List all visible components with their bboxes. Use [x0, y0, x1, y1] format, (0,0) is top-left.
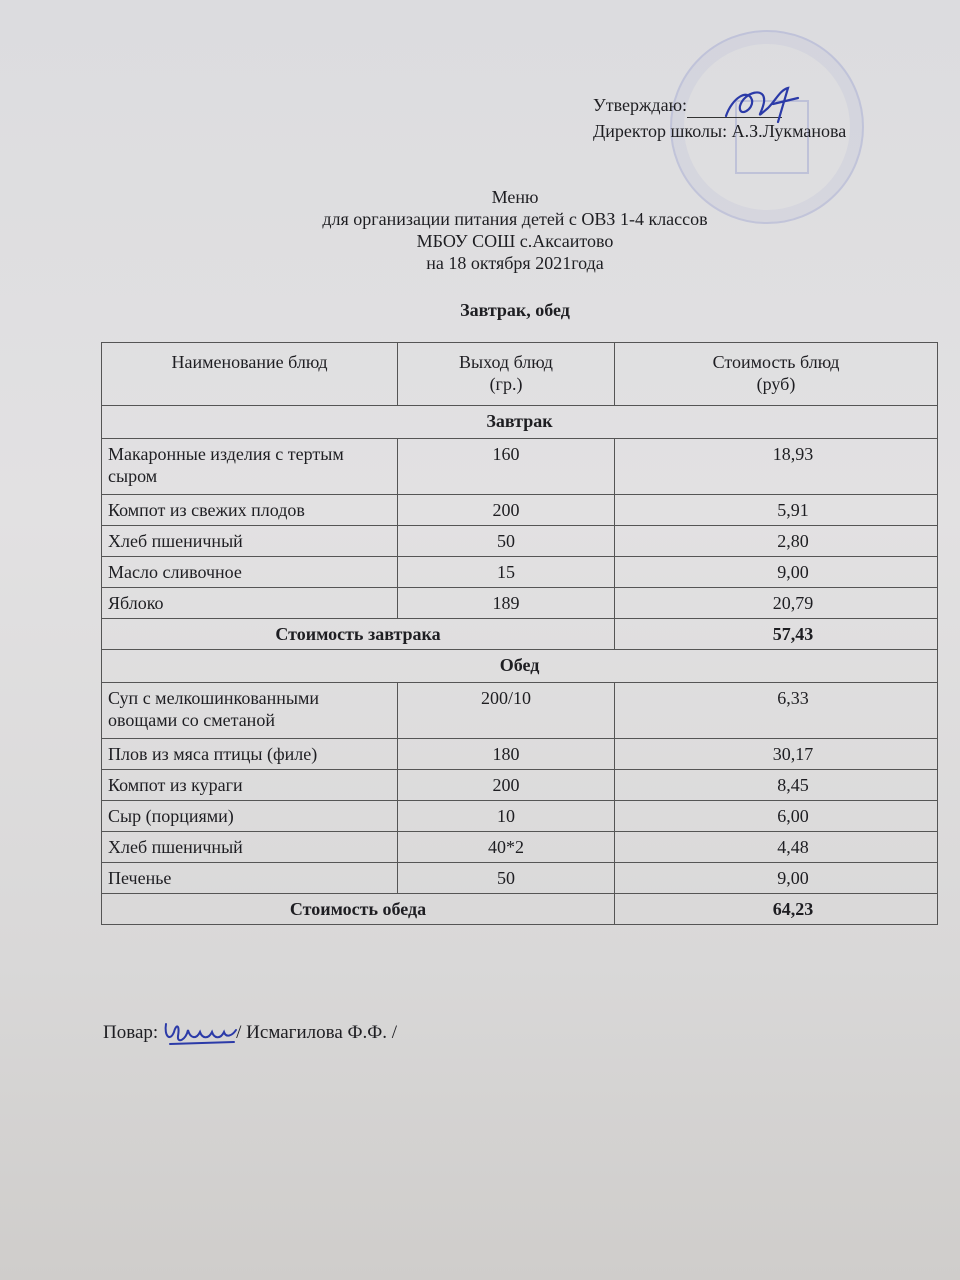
- cook-line: [103, 1022, 397, 1044]
- table-row: [102, 832, 938, 863]
- breakfast-total-value: 57,43: [615, 619, 938, 650]
- dish-name: Макаронные изделия с тертым сыром: [102, 439, 398, 495]
- dish-name: Плов из мяса птицы (филе): [102, 739, 398, 770]
- dish-yield: 15: [398, 557, 615, 588]
- dish-name: Компот из кураги: [102, 770, 398, 801]
- table-row: [102, 557, 938, 588]
- header-yield: Выход блюд (гр.): [398, 343, 615, 406]
- dish-name: Масло сливочное: [102, 557, 398, 588]
- dish-cost: 20,79: [615, 588, 938, 619]
- dish-cost: 2,80: [615, 526, 938, 557]
- dish-yield: 10: [398, 801, 615, 832]
- dish-cost: 4,48: [615, 832, 938, 863]
- table-row: [102, 739, 938, 770]
- cook-label: Повар:: [103, 1022, 159, 1043]
- table-row: [102, 863, 938, 894]
- table-row: [102, 588, 938, 619]
- dish-cost: 8,45: [615, 770, 938, 801]
- dish-yield: 200/10: [398, 683, 615, 739]
- header-name: Наименование блюд: [102, 343, 398, 406]
- lunch-total-row: [102, 894, 938, 925]
- dish-yield: 50: [398, 863, 615, 894]
- dish-name: Яблоко: [102, 588, 398, 619]
- director-line: Директор школы: А.З.Лукманова: [593, 121, 847, 141]
- dish-cost: 18,93: [615, 439, 938, 495]
- section-breakfast: Завтрак: [102, 406, 938, 439]
- dish-yield: 189: [398, 588, 615, 619]
- dish-yield: 160: [398, 439, 615, 495]
- heading-line-2: для организации питания детей с ОВЗ 1-4 классов: [322, 209, 708, 229]
- dish-name: Компот из свежих плодов: [102, 495, 398, 526]
- table-row: [102, 770, 938, 801]
- dish-yield: 180: [398, 739, 615, 770]
- table-row: [102, 495, 938, 526]
- dish-yield: 200: [398, 495, 615, 526]
- dish-name: Хлеб пшеничный: [102, 526, 398, 557]
- table-row: [102, 439, 938, 495]
- dish-cost: 30,17: [615, 739, 938, 770]
- approve-label: Утверждаю:: [593, 95, 688, 115]
- dish-name: Сыр (порциями): [102, 801, 398, 832]
- heading-line-3: МБОУ СОШ с.Аксаитово: [416, 231, 614, 251]
- breakfast-total-label: Стоимость завтрака: [102, 619, 615, 650]
- lunch-total-label: Стоимость обеда: [102, 894, 615, 925]
- dish-yield: 40*2: [398, 832, 615, 863]
- section-lunch: Обед: [102, 650, 938, 683]
- director-signature: [718, 78, 808, 128]
- menu-heading: [0, 186, 960, 274]
- table-header-row: [102, 343, 938, 406]
- cook-name: / Исмагилова Ф.Ф. /: [236, 1022, 398, 1043]
- dish-cost: 9,00: [615, 557, 938, 588]
- dish-yield: 200: [398, 770, 615, 801]
- cook-signature: [160, 1014, 240, 1048]
- menu-table: [101, 342, 938, 925]
- lunch-total-value: 64,23: [615, 894, 938, 925]
- dish-name: Суп с мелкошинкованными овощами со сметаной: [102, 683, 398, 739]
- header-cost: Стоимость блюд (руб): [615, 343, 938, 406]
- dish-cost: 5,91: [615, 495, 938, 526]
- table-row: [102, 801, 938, 832]
- heading-line-1: Меню: [491, 187, 539, 207]
- dish-cost: 6,00: [615, 801, 938, 832]
- dish-cost: 6,33: [615, 683, 938, 739]
- table-row: [102, 683, 938, 739]
- dish-name: Хлеб пшеничный: [102, 832, 398, 863]
- breakfast-total-row: [102, 619, 938, 650]
- meal-subtitle: Завтрак, обед: [460, 300, 570, 320]
- dish-name: Печенье: [102, 863, 398, 894]
- table-row: [102, 526, 938, 557]
- dish-yield: 50: [398, 526, 615, 557]
- dish-cost: 9,00: [615, 863, 938, 894]
- heading-line-4: на 18 октября 2021года: [426, 253, 604, 273]
